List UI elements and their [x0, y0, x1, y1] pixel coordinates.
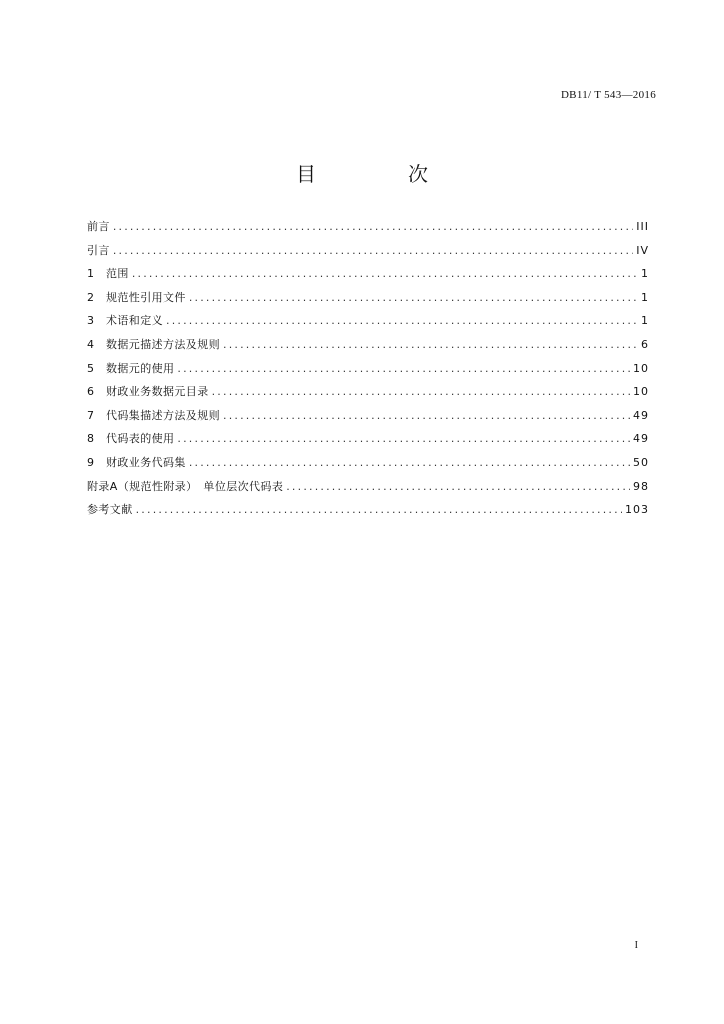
toc-entry-number: 9: [87, 455, 94, 469]
toc-entry-label: 数据元的使用: [106, 361, 175, 375]
toc-entry-page: III: [636, 220, 649, 233]
dot-leader: [113, 220, 633, 233]
dot-leader: [189, 456, 630, 469]
dot-leader: [223, 338, 638, 351]
toc-entry-page: 50: [633, 455, 649, 469]
dot-leader: [212, 385, 630, 398]
toc-entry-5[interactable]: [87, 360, 649, 384]
toc-entry-appendix-a[interactable]: [87, 478, 649, 502]
toc-entry-label: 数据元描述方法及规则: [106, 337, 220, 351]
dot-leader: [189, 291, 638, 304]
toc-entry-number: 8: [87, 432, 94, 446]
toc-entry-page: 6: [641, 337, 649, 351]
dot-leader: [286, 480, 630, 493]
toc-entry-page: 49: [633, 432, 649, 446]
toc-entry-2[interactable]: [87, 289, 649, 313]
toc-entry-page: 1: [641, 290, 649, 304]
toc-entry-page: 1: [641, 267, 649, 281]
toc-title: 目 次: [296, 162, 464, 186]
table-of-contents: [87, 218, 649, 525]
toc-entry-label: 附录A（规范性附录） 单位层次代码表: [87, 479, 284, 493]
toc-entry-introduction[interactable]: [87, 242, 649, 266]
toc-entry-7[interactable]: [87, 407, 649, 431]
toc-entry-number: 7: [87, 408, 94, 422]
dot-leader: [132, 267, 638, 280]
toc-entry-label: 范围: [106, 267, 129, 281]
toc-entry-label: 财政业务代码集: [106, 455, 186, 469]
toc-entry-foreword[interactable]: [87, 218, 649, 242]
toc-entry-label: 参考文献: [87, 503, 133, 517]
toc-entry-page: 10: [633, 361, 649, 375]
toc-entry-label: 前言: [87, 220, 110, 233]
toc-entry-page: 1: [641, 314, 649, 328]
toc-entry-number: 5: [87, 361, 94, 375]
toc-entry-label: 术语和定义: [106, 314, 163, 328]
toc-entry-page: 10: [633, 385, 649, 399]
toc-entry-references[interactable]: [87, 501, 649, 525]
toc-entry-6[interactable]: [87, 383, 649, 407]
toc-entry-3[interactable]: [87, 312, 649, 336]
dot-leader: [136, 503, 622, 516]
toc-entry-label: 财政业务数据元目录: [106, 385, 209, 399]
toc-entry-8[interactable]: [87, 430, 649, 454]
toc-entry-number: 2: [87, 290, 94, 304]
toc-entry-label: 代码表的使用: [106, 432, 175, 446]
dot-leader: [223, 409, 630, 422]
toc-entry-page: IV: [636, 243, 649, 257]
toc-entry-number: 6: [87, 385, 94, 399]
toc-entry-number: 4: [87, 337, 94, 351]
dot-leader: [113, 244, 633, 257]
toc-entry-label: 代码集描述方法及规则: [106, 408, 220, 422]
toc-entry-label: 规范性引用文件: [106, 290, 186, 304]
toc-entry-9[interactable]: [87, 454, 649, 478]
dot-leader: [177, 432, 630, 445]
page-number: I: [634, 940, 638, 951]
toc-entry-page: 103: [625, 503, 649, 517]
toc-entry-page: 49: [633, 408, 649, 422]
toc-entry-4[interactable]: [87, 336, 649, 360]
toc-entry-label: 引言: [87, 243, 110, 257]
toc-entry-1[interactable]: [87, 265, 649, 289]
toc-entry-number: 1: [87, 267, 94, 281]
document-code: DB11/ T 543—2016: [560, 89, 656, 101]
toc-entry-number: 3: [87, 314, 94, 328]
dot-leader: [166, 314, 638, 327]
dot-leader: [177, 362, 630, 375]
toc-entry-page: 98: [633, 479, 649, 493]
